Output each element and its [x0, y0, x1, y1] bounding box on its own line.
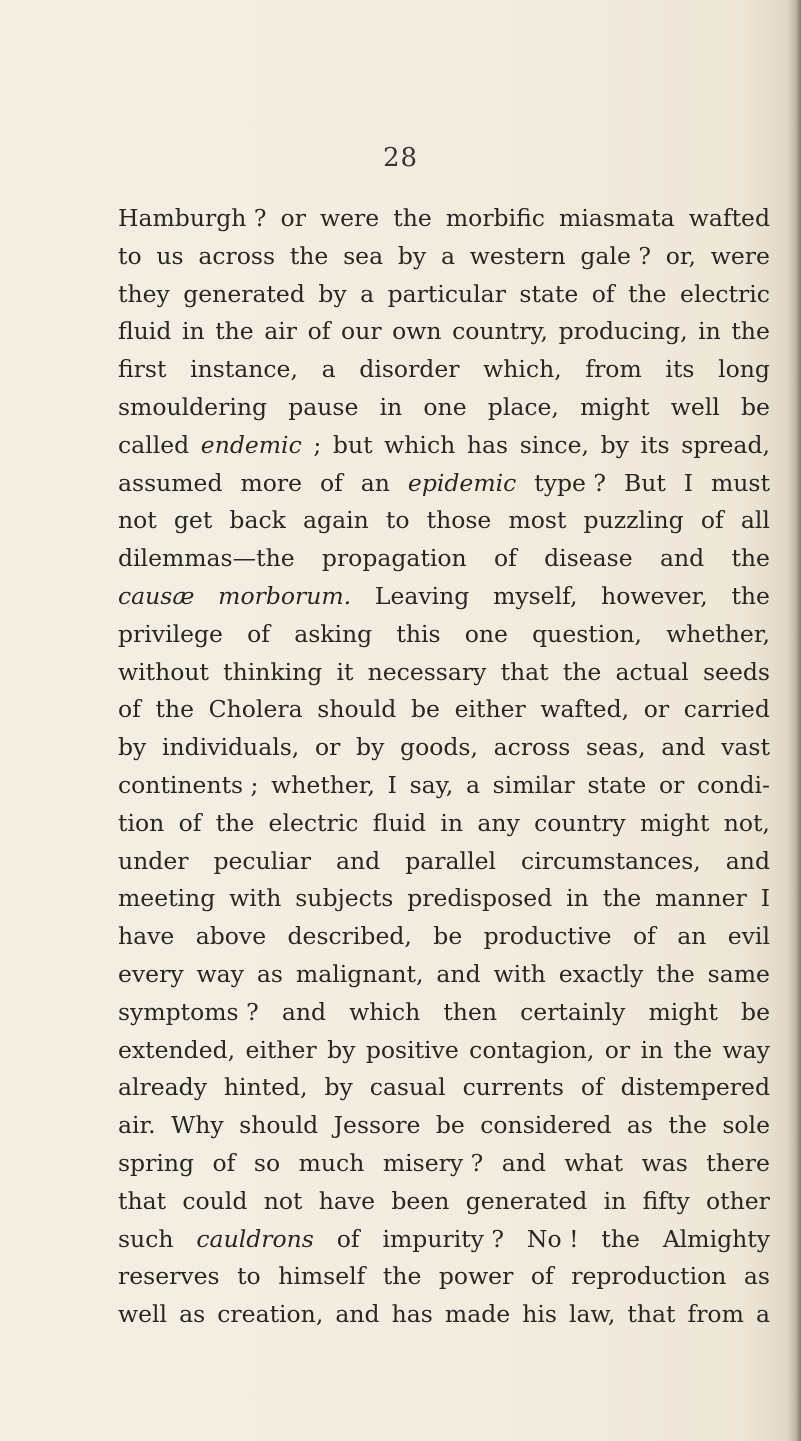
word: continents ;	[118, 770, 259, 799]
word: reserves	[118, 1262, 220, 1291]
word: type ?	[534, 468, 606, 497]
word: above	[195, 922, 267, 951]
word: impurity ?	[382, 1224, 505, 1253]
word: its	[640, 430, 670, 459]
word: creation,	[217, 1300, 324, 1329]
word: considered	[480, 1111, 612, 1140]
word: might	[639, 808, 710, 837]
word: in	[698, 317, 721, 346]
word: there	[706, 1148, 770, 1177]
text-line	[118, 994, 770, 1032]
word: by	[324, 1073, 353, 1102]
word: then	[443, 997, 497, 1026]
word: seeds	[702, 657, 770, 686]
word: actual	[615, 657, 689, 686]
word: under	[118, 846, 189, 875]
word: way	[196, 959, 244, 988]
word: across	[493, 733, 571, 762]
word: by	[118, 733, 147, 762]
word: state	[519, 279, 579, 308]
word: be	[410, 695, 440, 724]
word: of	[580, 1073, 604, 1102]
word: from	[585, 355, 642, 384]
word: by	[318, 279, 347, 308]
word: should	[239, 1111, 319, 1140]
word: the	[673, 1035, 713, 1064]
word: fluid	[372, 808, 427, 837]
text-line	[118, 389, 770, 427]
word: necessary	[367, 657, 487, 686]
word: casual	[369, 1073, 446, 1102]
word: not,	[723, 808, 770, 837]
word: wafted	[688, 204, 770, 232]
word: smouldering	[118, 392, 268, 421]
word: and	[659, 544, 705, 573]
word: every	[118, 959, 184, 988]
word: misery ?	[382, 1148, 484, 1177]
word: certainly	[520, 997, 626, 1026]
word: and	[501, 1148, 546, 1177]
page-number: 28	[382, 143, 419, 173]
word: the	[382, 1262, 422, 1291]
word: the	[155, 695, 195, 724]
word: well	[670, 392, 720, 421]
word: either	[245, 1035, 317, 1064]
italic-word: causæ	[118, 581, 195, 610]
word: with	[229, 884, 282, 913]
word: a	[465, 770, 480, 799]
word: as	[743, 1262, 770, 1291]
word: have	[118, 922, 175, 951]
word: but	[332, 430, 373, 459]
word: fifty	[642, 1186, 690, 1215]
word: in	[181, 317, 205, 346]
word: so	[253, 1148, 281, 1177]
word: has	[391, 1300, 433, 1329]
word: described,	[287, 922, 412, 951]
word: by	[397, 241, 427, 270]
word: Leaving	[374, 581, 470, 610]
word: malignant,	[295, 959, 424, 988]
word: whether,	[666, 619, 770, 648]
word: spread,	[681, 430, 770, 459]
word: the	[628, 279, 667, 308]
word: the	[656, 959, 695, 988]
word: or	[314, 733, 341, 762]
word: to	[118, 241, 142, 270]
word: well	[118, 1300, 168, 1329]
word: the	[289, 241, 329, 270]
word: thinking	[223, 657, 323, 686]
word: producing,	[558, 317, 688, 346]
word: carried	[683, 695, 770, 724]
word: should	[317, 695, 397, 724]
word: individuals,	[162, 733, 300, 762]
word: puzzling	[583, 506, 684, 535]
word: get	[173, 506, 213, 535]
word: that	[500, 657, 549, 686]
word: in	[603, 1186, 627, 1215]
word: an	[677, 922, 707, 951]
text-line	[118, 313, 770, 351]
word: either	[454, 695, 526, 724]
word: by	[356, 733, 385, 762]
word: and	[281, 997, 327, 1026]
word: the	[602, 884, 642, 913]
word: condi-	[697, 770, 770, 799]
word: from	[687, 1300, 744, 1329]
text-line	[118, 540, 770, 578]
text-line	[118, 351, 770, 389]
word: again	[303, 506, 369, 535]
word: dilemmas—the	[118, 544, 295, 573]
word: of	[307, 317, 331, 346]
word: back	[229, 506, 286, 535]
word: the	[393, 204, 432, 232]
word: not	[263, 1186, 303, 1215]
text-line	[118, 956, 770, 994]
word: our	[341, 317, 382, 346]
word: Hamburgh ?	[118, 204, 267, 232]
text-line	[118, 465, 770, 503]
word: they	[118, 279, 170, 308]
word: electric	[680, 279, 770, 308]
word: in	[640, 1035, 664, 1064]
word: one	[464, 619, 508, 648]
word: Cholera	[208, 695, 303, 724]
word: a	[321, 355, 336, 384]
word: miasmata	[559, 204, 675, 232]
word: assumed	[118, 468, 223, 497]
body-text	[118, 200, 770, 1334]
word: of	[178, 808, 202, 837]
text-line	[118, 1258, 770, 1296]
word: I	[387, 770, 397, 799]
word: this	[396, 619, 441, 648]
text-line	[118, 276, 770, 314]
word: could	[182, 1186, 248, 1215]
word: more	[240, 468, 303, 497]
word: since,	[519, 430, 589, 459]
word: was	[641, 1148, 688, 1177]
word: the	[215, 317, 254, 346]
word: first	[118, 355, 167, 384]
word: that	[118, 1186, 167, 1215]
word: and	[336, 846, 381, 875]
word: reproduction	[571, 1262, 727, 1291]
word: with	[493, 959, 546, 988]
word: of	[336, 1224, 360, 1253]
word: in	[379, 392, 403, 421]
word: of	[591, 279, 615, 308]
word: similar	[492, 770, 575, 799]
word: own	[392, 317, 442, 346]
word: which	[384, 430, 456, 459]
word: across	[198, 241, 276, 270]
word: as	[256, 959, 283, 988]
word: it	[336, 657, 354, 686]
word: the	[731, 544, 770, 573]
word: currents	[462, 1073, 564, 1102]
word: be	[435, 1111, 465, 1140]
word: to	[385, 506, 410, 535]
word: Why	[171, 1111, 224, 1140]
word: made	[444, 1300, 511, 1329]
text-line	[118, 805, 770, 843]
word: exactly	[558, 959, 644, 988]
word: the	[731, 317, 770, 346]
word: were	[320, 204, 380, 232]
word: symptoms ?	[118, 997, 259, 1026]
word: one	[423, 392, 467, 421]
word: which	[349, 997, 421, 1026]
word: his	[522, 1300, 557, 1329]
word: extended,	[118, 1035, 236, 1064]
word: western	[469, 241, 566, 270]
word: particular	[387, 279, 506, 308]
word: without	[118, 657, 209, 686]
word: electric	[268, 808, 359, 837]
word: gale ?	[580, 241, 651, 270]
word: asking	[294, 619, 373, 648]
word: or	[604, 1035, 631, 1064]
word: much	[298, 1148, 365, 1177]
text-line	[118, 616, 770, 654]
word: way	[722, 1035, 770, 1064]
word: or,	[665, 241, 696, 270]
word: of	[319, 468, 343, 497]
word: predisposed	[407, 884, 553, 913]
word: generated	[465, 1186, 588, 1215]
word: subjects	[295, 884, 394, 913]
italic-word: epidemic	[407, 468, 517, 497]
word: an	[360, 468, 390, 497]
word: law,	[569, 1300, 616, 1329]
word: and	[725, 846, 770, 875]
word: instance,	[190, 355, 298, 384]
text-line	[118, 1221, 770, 1259]
word: in	[566, 884, 589, 913]
word: were	[710, 241, 770, 270]
word: of	[700, 506, 724, 535]
word: propagation	[321, 544, 467, 573]
text-line	[118, 918, 770, 956]
word: as	[626, 1111, 653, 1140]
word: power	[438, 1262, 514, 1291]
word: question,	[532, 619, 642, 648]
word: a	[755, 1300, 770, 1329]
word: goods,	[400, 733, 478, 762]
word: sole	[722, 1111, 770, 1140]
word: the	[601, 1224, 640, 1253]
word: that	[627, 1300, 676, 1329]
word: been	[391, 1186, 450, 1215]
word: what	[564, 1148, 624, 1177]
word: country	[534, 808, 626, 837]
word: hinted,	[223, 1073, 308, 1102]
word: sea	[343, 241, 384, 270]
word: manner	[655, 884, 747, 913]
word: and	[436, 959, 481, 988]
text-line	[118, 1069, 770, 1107]
word: air	[264, 317, 298, 346]
word: be	[740, 392, 770, 421]
word: its	[665, 355, 695, 384]
text-line	[118, 729, 770, 767]
word: most	[508, 506, 567, 535]
word: disorder	[359, 355, 460, 384]
word: has	[466, 430, 509, 459]
word: I	[760, 884, 770, 913]
text-line	[118, 1145, 770, 1183]
word: whether,	[271, 770, 375, 799]
word: fluid	[118, 317, 172, 346]
word: of	[247, 619, 271, 648]
word: as	[179, 1300, 206, 1329]
word: place,	[487, 392, 559, 421]
word: parallel	[405, 846, 497, 875]
word: be	[433, 922, 463, 951]
word: same	[707, 959, 770, 988]
text-line	[118, 767, 770, 805]
word: Almighty	[662, 1224, 770, 1253]
word: of	[632, 922, 656, 951]
text-line	[118, 200, 770, 238]
word: to	[237, 1262, 261, 1291]
word: and	[335, 1300, 380, 1329]
word: have	[318, 1186, 376, 1215]
text-line	[118, 502, 770, 540]
word: ;	[313, 430, 322, 459]
text-line	[118, 1183, 770, 1221]
text-line	[118, 691, 770, 729]
word: the	[731, 581, 770, 610]
word: disease	[544, 544, 633, 573]
word: pause	[288, 392, 359, 421]
word: productive	[483, 922, 612, 951]
text-line	[118, 843, 770, 881]
text-line	[118, 1107, 770, 1145]
text-line	[118, 1032, 770, 1070]
word: seas,	[586, 733, 646, 762]
word: which,	[483, 355, 562, 384]
word: No !	[526, 1224, 579, 1253]
word: generated	[183, 279, 305, 308]
word: the	[668, 1111, 707, 1140]
word: air.	[118, 1111, 156, 1140]
word: such	[118, 1224, 174, 1253]
word: meeting	[118, 884, 216, 913]
word: not	[118, 506, 157, 535]
text-line	[118, 1296, 770, 1334]
word: of	[212, 1148, 236, 1177]
word: us	[156, 241, 184, 270]
text-line	[118, 578, 770, 616]
word: himself	[278, 1262, 366, 1291]
word: distempered	[620, 1073, 770, 1102]
word: I	[683, 468, 694, 497]
word: But	[623, 468, 666, 497]
italic-word: endemic	[200, 430, 302, 459]
word: peculiar	[213, 846, 312, 875]
word: of	[118, 695, 141, 724]
word: or	[643, 695, 670, 724]
word: be	[741, 997, 770, 1026]
word: those	[426, 506, 492, 535]
word: say,	[409, 770, 454, 799]
word: a	[440, 241, 455, 270]
word: might	[580, 392, 650, 421]
word: evil	[727, 922, 770, 951]
word: contagion,	[469, 1035, 595, 1064]
word: positive	[365, 1035, 459, 1064]
word: a	[360, 279, 375, 308]
word: in	[440, 808, 464, 837]
italic-word: cauldrons	[196, 1224, 314, 1253]
word: all	[740, 506, 770, 535]
text-line	[118, 238, 770, 276]
text-line	[118, 427, 770, 465]
text-line	[118, 880, 770, 918]
word: the	[562, 657, 602, 686]
word: must	[711, 468, 770, 497]
word: vast	[721, 733, 770, 762]
word: or	[658, 770, 685, 799]
word: state	[587, 770, 647, 799]
text-line	[118, 654, 770, 692]
word: wafted,	[540, 695, 630, 724]
word: by	[327, 1035, 356, 1064]
word: however,	[601, 581, 708, 610]
italic-word: morborum.	[218, 581, 352, 610]
word: morbific	[445, 204, 545, 232]
word: country,	[452, 317, 549, 346]
word: might	[648, 997, 718, 1026]
word: and	[661, 733, 706, 762]
word: other	[706, 1186, 770, 1215]
word: the	[215, 808, 255, 837]
word: circumstances,	[521, 846, 701, 875]
word: or	[280, 204, 306, 232]
word: long	[718, 355, 770, 384]
word: of	[530, 1262, 554, 1291]
word: any	[477, 808, 520, 837]
page-edge-shadow	[787, 0, 801, 1441]
word: Jessore	[333, 1111, 421, 1140]
word: called	[118, 430, 190, 459]
word: by	[600, 430, 629, 459]
word: myself,	[493, 581, 578, 610]
word: privilege	[118, 619, 223, 648]
word: tion	[118, 808, 165, 837]
word: spring	[118, 1148, 195, 1177]
word: already	[118, 1073, 207, 1102]
word: of	[493, 544, 517, 573]
